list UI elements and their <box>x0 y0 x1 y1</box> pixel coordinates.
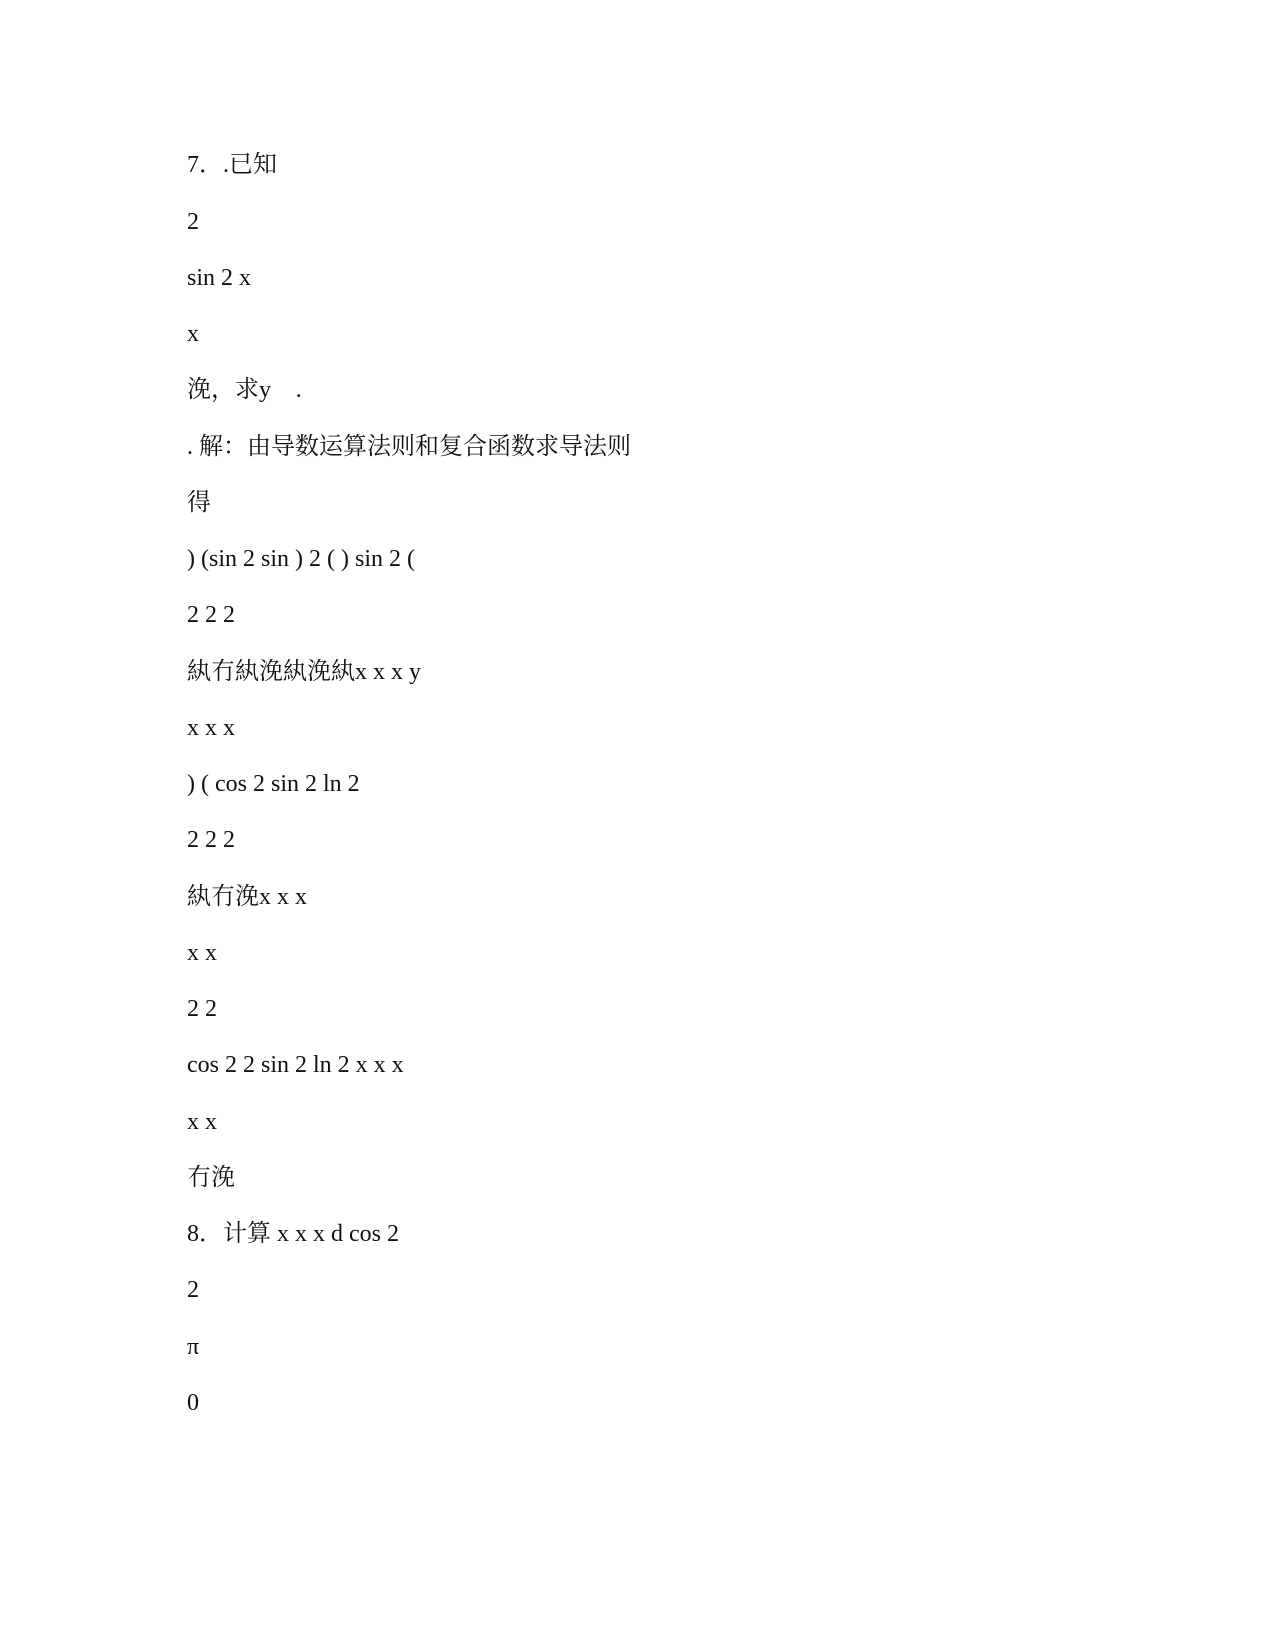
formula-fragment: 冇浼 <box>187 1165 235 1191</box>
formula-fragment: π <box>187 1334 200 1360</box>
formula-fragment: 2 <box>187 1277 199 1303</box>
formula-fragment: ) ( cos 2 sin 2 ln 2 <box>187 771 360 797</box>
formula-fragment: x x <box>187 940 217 966</box>
formula-fragment: 紈冇浼x x x <box>187 884 307 910</box>
formula-fragment: cos 2 2 sin 2 ln 2 x x x <box>187 1052 404 1078</box>
problem-7-heading: 7．.已知 <box>187 152 277 178</box>
formula-fragment: 2 2 2 <box>187 827 235 853</box>
formula-fragment: x x <box>187 1109 217 1135</box>
formula-fragment: 0 <box>187 1390 199 1416</box>
formula-fragment: 紈冇紈浼紈浼紈x x x y <box>187 659 421 685</box>
problem-8-heading: 8．计算 x x x d cos 2 <box>187 1221 399 1247</box>
formula-fragment: x <box>187 321 199 347</box>
solution-intro: . 解：由导数运算法则和复合函数求导法则 <box>187 434 631 460</box>
problem-7-question: 浼，求y􀁄 . <box>187 377 302 403</box>
formula-fragment: 2 2 2 <box>187 602 235 628</box>
formula-fragment: ) (sin 2 sin ) 2 ( ) sin 2 ( <box>187 546 415 572</box>
formula-fragment: x x x <box>187 715 235 741</box>
formula-fragment: 2 2 <box>187 996 217 1022</box>
solution-text: 得 <box>187 490 211 516</box>
formula-fragment: sin 2 x <box>187 265 252 291</box>
formula-fragment: 2 <box>187 209 199 235</box>
